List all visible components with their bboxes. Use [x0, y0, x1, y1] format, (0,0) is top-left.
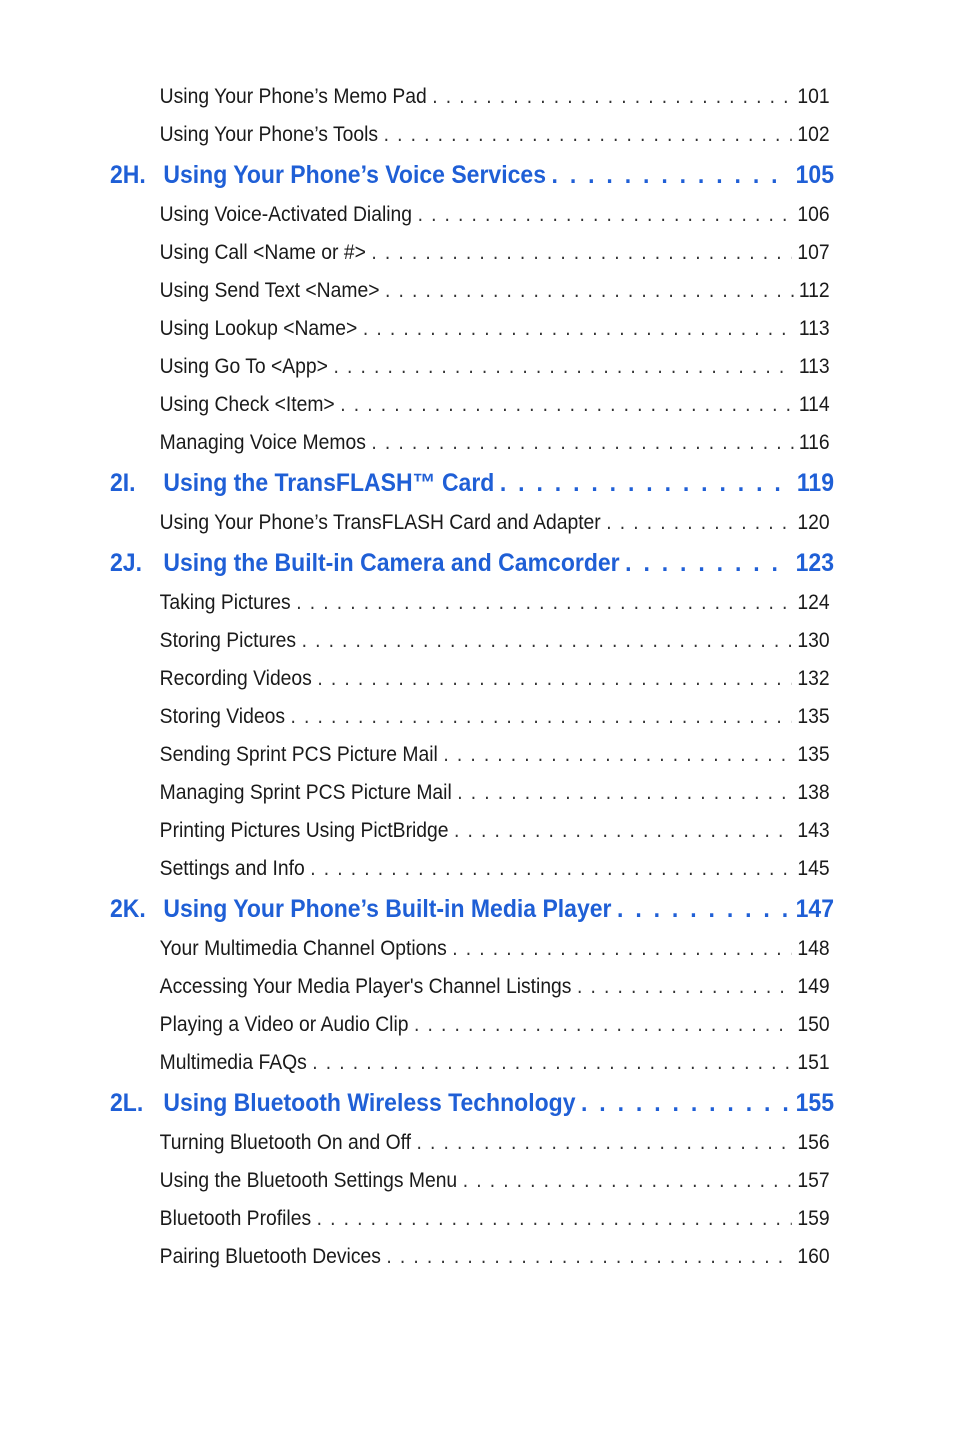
- toc-entry[interactable]: [110, 968, 830, 1006]
- entry-title: Using Your Phone’s Memo Pad: [160, 78, 427, 116]
- entry-title: Using the Bluetooth Settings Menu: [160, 1162, 458, 1200]
- toc-section-heading[interactable]: [110, 888, 834, 930]
- page-number: 157: [797, 1162, 829, 1200]
- toc-section-heading[interactable]: [110, 542, 834, 584]
- toc-entry[interactable]: [110, 1044, 830, 1082]
- page-number: 105: [796, 154, 834, 196]
- dot-leader: [371, 234, 792, 272]
- dot-leader: [371, 424, 793, 462]
- entry-title: Using Call <Name or #>: [160, 234, 366, 272]
- page-number: 116: [799, 424, 830, 462]
- table-of-contents: [110, 78, 834, 1276]
- page-number: 151: [797, 1044, 829, 1082]
- entry-title: Using Send Text <Name>: [160, 272, 380, 310]
- entry-title: Using Your Phone’s Tools: [160, 116, 378, 154]
- page-number: 124: [797, 584, 829, 622]
- dot-leader: [291, 698, 792, 736]
- toc-entry[interactable]: [110, 622, 830, 660]
- toc-entry[interactable]: [110, 272, 830, 310]
- dot-leader: [317, 1200, 792, 1238]
- page-number: 148: [797, 930, 829, 968]
- page-number: 160: [797, 1238, 829, 1276]
- toc-entry[interactable]: [110, 584, 830, 622]
- page-number: 101: [797, 78, 829, 116]
- toc-entry[interactable]: [110, 736, 830, 774]
- dot-leader: [340, 386, 793, 424]
- toc-entry[interactable]: [110, 698, 830, 736]
- entry-title: Settings and Info: [160, 850, 305, 888]
- page-number: 130: [797, 622, 829, 660]
- toc-entry[interactable]: [110, 424, 830, 462]
- page-number: 102: [797, 116, 829, 154]
- page-number: 135: [797, 698, 829, 736]
- toc-entry[interactable]: [110, 78, 830, 116]
- entry-title: Sending Sprint PCS Picture Mail: [160, 736, 438, 774]
- page-number: 150: [797, 1006, 829, 1044]
- entry-title: Bluetooth Profiles: [160, 1200, 311, 1238]
- toc-entry[interactable]: [110, 196, 830, 234]
- entry-title: Using Go To <App>: [160, 348, 328, 386]
- dot-leader: [363, 310, 794, 348]
- page-number: 113: [799, 348, 830, 386]
- dot-leader: [552, 154, 791, 196]
- dot-leader: [581, 1082, 790, 1124]
- dot-leader: [457, 774, 792, 812]
- dot-leader: [418, 196, 792, 234]
- entry-title: Turning Bluetooth On and Off: [160, 1124, 411, 1162]
- page-number: 107: [797, 234, 829, 272]
- toc-entry[interactable]: [110, 1124, 830, 1162]
- toc-entry[interactable]: [110, 310, 830, 348]
- page-number: 156: [797, 1124, 829, 1162]
- page-number: 159: [797, 1200, 829, 1238]
- dot-leader: [310, 850, 792, 888]
- toc-entry[interactable]: [110, 812, 830, 850]
- page-number: 147: [796, 888, 834, 930]
- toc-entry[interactable]: [110, 660, 830, 698]
- dot-leader: [417, 1124, 792, 1162]
- toc-entry[interactable]: [110, 1162, 830, 1200]
- page-number: 119: [797, 462, 834, 504]
- section-title: Using Your Phone’s Voice Services: [163, 154, 546, 196]
- dot-leader: [432, 78, 792, 116]
- dot-leader: [452, 930, 792, 968]
- dot-leader: [606, 504, 792, 542]
- page-number: 135: [797, 736, 829, 774]
- entry-title: Accessing Your Media Player's Channel Listings: [160, 968, 572, 1006]
- dot-leader: [333, 348, 793, 386]
- section-number: 2I.: [110, 462, 163, 504]
- toc-section-heading[interactable]: [110, 154, 834, 196]
- toc-entry[interactable]: [110, 1200, 830, 1238]
- dot-leader: [384, 116, 792, 154]
- entry-title: Multimedia FAQs: [160, 1044, 307, 1082]
- dot-leader: [625, 542, 790, 584]
- page-number: 132: [797, 660, 829, 698]
- toc-entry[interactable]: [110, 386, 830, 424]
- toc-entry[interactable]: [110, 774, 830, 812]
- page-number: 149: [797, 968, 829, 1006]
- section-title: Using Your Phone’s Built-in Media Player: [163, 888, 611, 930]
- page-number: 120: [797, 504, 829, 542]
- entry-title: Storing Pictures: [160, 622, 296, 660]
- entry-title: Managing Sprint PCS Picture Mail: [160, 774, 452, 812]
- entry-title: Using Check <Item>: [160, 386, 335, 424]
- toc-entry[interactable]: [110, 234, 830, 272]
- dot-leader: [617, 888, 790, 930]
- dot-leader: [302, 622, 792, 660]
- toc-entry[interactable]: [110, 116, 830, 154]
- page-number: 155: [796, 1082, 834, 1124]
- entry-title: Playing a Video or Audio Clip: [160, 1006, 409, 1044]
- entry-title: Printing Pictures Using PictBridge: [160, 812, 449, 850]
- page-number: 113: [799, 310, 830, 348]
- entry-title: Pairing Bluetooth Devices: [160, 1238, 381, 1276]
- dot-leader: [414, 1006, 792, 1044]
- page-number: 123: [796, 542, 834, 584]
- page-number: 112: [799, 272, 830, 310]
- section-number: 2J.: [110, 542, 163, 584]
- entry-title: Recording Videos: [160, 660, 312, 698]
- section-number: 2H.: [110, 154, 163, 196]
- page-number: 114: [799, 386, 830, 424]
- entry-title: Using Voice-Activated Dialing: [160, 196, 412, 234]
- entry-title: Using Lookup <Name>: [160, 310, 358, 348]
- dot-leader: [577, 968, 792, 1006]
- toc-entry[interactable]: [110, 348, 830, 386]
- toc-entry[interactable]: [110, 1238, 830, 1276]
- entry-title: Using Your Phone’s TransFLASH Card and Adapter: [160, 504, 601, 542]
- dot-leader: [443, 736, 792, 774]
- dot-leader: [312, 1044, 792, 1082]
- dot-leader: [454, 812, 792, 850]
- section-title: Using the TransFLASH™ Card: [163, 462, 494, 504]
- toc-entry[interactable]: [110, 504, 830, 542]
- section-title: Using Bluetooth Wireless Technology: [163, 1082, 575, 1124]
- entry-title: Your Multimedia Channel Options: [160, 930, 447, 968]
- toc-entry[interactable]: [110, 930, 830, 968]
- dot-leader: [385, 272, 793, 310]
- dot-leader: [500, 462, 791, 504]
- section-number: 2L.: [110, 1082, 163, 1124]
- dot-leader: [296, 584, 792, 622]
- toc-entry[interactable]: [110, 1006, 830, 1044]
- page-number: 143: [797, 812, 829, 850]
- toc-section-heading[interactable]: [110, 1082, 834, 1124]
- section-number: 2K.: [110, 888, 163, 930]
- page-number: 145: [797, 850, 829, 888]
- dot-leader: [463, 1162, 792, 1200]
- entry-title: Managing Voice Memos: [160, 424, 366, 462]
- entry-title: Storing Videos: [160, 698, 285, 736]
- dot-leader: [317, 660, 792, 698]
- toc-section-heading[interactable]: [110, 462, 834, 504]
- section-title: Using the Built-in Camera and Camcorder: [163, 542, 619, 584]
- dot-leader: [386, 1238, 791, 1276]
- page-number: 106: [797, 196, 829, 234]
- toc-entry[interactable]: [110, 850, 830, 888]
- page-number: 138: [797, 774, 829, 812]
- entry-title: Taking Pictures: [160, 584, 291, 622]
